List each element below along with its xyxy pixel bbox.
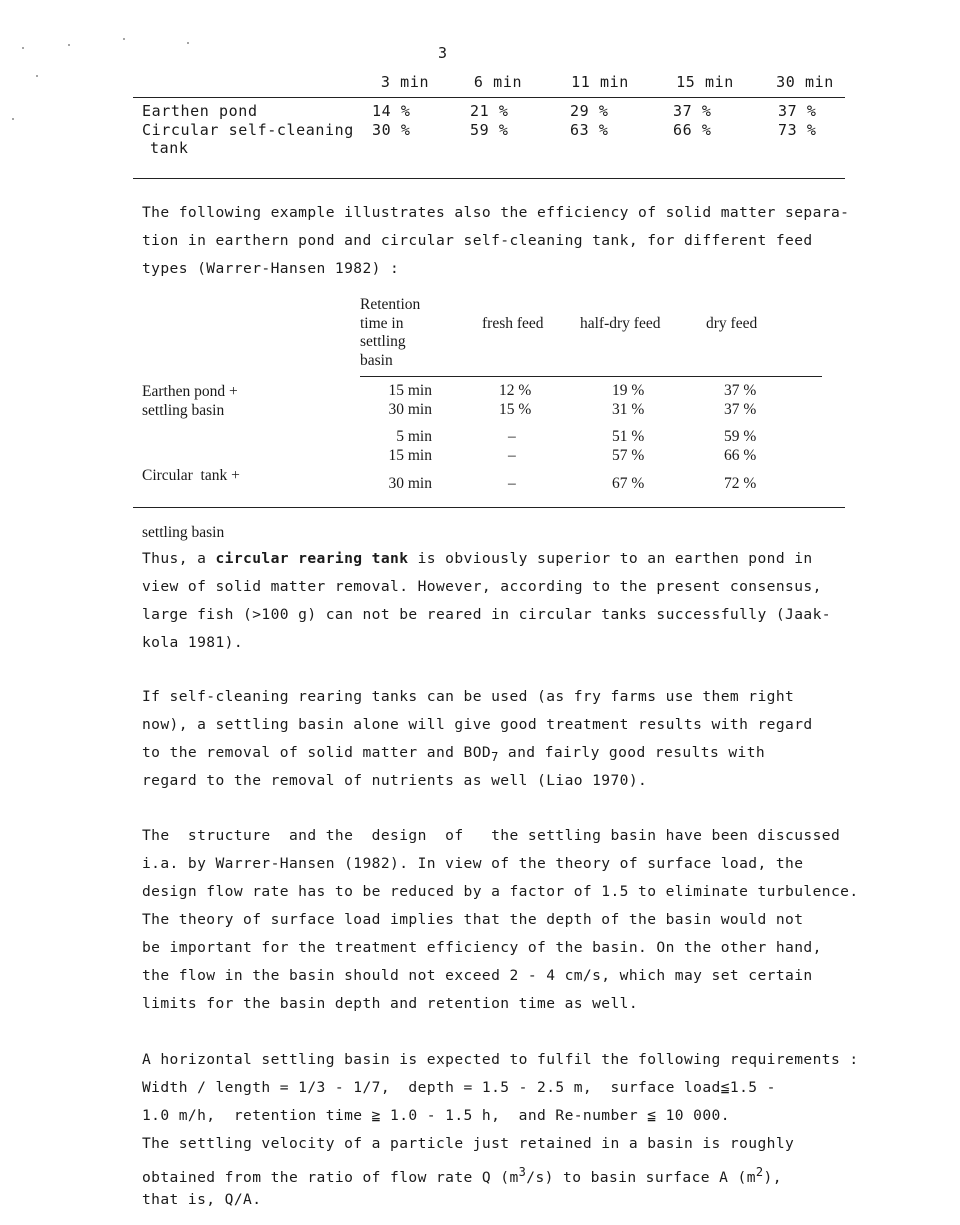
- paragraph: [142, 545, 882, 657]
- text-line: The structure and the design of the settling basin have been discussed: [142, 827, 841, 844]
- dry-value: 37 %: [724, 382, 757, 399]
- intro-paragraph: [142, 199, 882, 283]
- header-rule: [360, 376, 822, 377]
- text-line: view of solid matter removal. However, according to the present consensus,: [142, 578, 822, 595]
- scan-speck: [123, 38, 125, 40]
- scan-speck: [187, 42, 189, 44]
- scan-speck: [12, 118, 14, 120]
- text-line: the flow in the basin should not exceed 2 - 4 cm/s, which may set certain: [142, 967, 813, 984]
- dry-value: 66 %: [724, 447, 757, 464]
- cell: 30 %: [372, 121, 411, 139]
- cell: 37 %: [673, 102, 712, 120]
- emphasis-text: circular rearing tank: [215, 550, 409, 567]
- header-rule: [133, 97, 845, 98]
- cell: 59 %: [470, 121, 509, 139]
- row-label-cont: tank: [150, 139, 189, 157]
- text-line: kola 1981).: [142, 634, 244, 651]
- paragraph: [142, 683, 882, 795]
- column-header: 11 min: [571, 73, 629, 91]
- table-bottom-rule: [133, 178, 845, 179]
- text-line: i.a. by Warrer-Hansen (1982). In view of the theory of surface load, the: [142, 855, 804, 872]
- half-dry-value: 19 %: [612, 382, 645, 399]
- half-dry-value: 67 %: [612, 475, 645, 492]
- half-dry-value: 31 %: [612, 401, 645, 418]
- text-line: The settling velocity of a particle just retained in a basin is roughly: [142, 1135, 795, 1152]
- text-line: to the removal of solid matter and $BOD_7$ and fairly good results with: [142, 744, 766, 764]
- cell: 29 %: [570, 102, 609, 120]
- dry-value: 72 %: [724, 475, 757, 492]
- paragraph: [142, 822, 882, 1018]
- text-line: types (Warrer-Hansen 1982) :: [142, 260, 400, 277]
- half-dry-value: 57 %: [612, 447, 645, 464]
- column-header-fresh: fresh feed: [482, 315, 544, 332]
- fresh-value: 12 %: [499, 382, 532, 399]
- column-header: 3 min: [380, 73, 430, 91]
- dry-value: 59 %: [724, 428, 757, 445]
- retention-time: 30 min: [388, 475, 432, 492]
- scan-speck: [68, 44, 70, 46]
- group-label: Earthen pond + settling basin: [142, 383, 238, 419]
- text-line: The theory of surface load implies that the depth of the basin would not: [142, 911, 804, 928]
- fresh-value: 15 %: [499, 401, 532, 418]
- text-line: now), a settling basin alone will give good treatment results with regard: [142, 716, 813, 733]
- cell: 73 %: [778, 121, 817, 139]
- cell: 14 %: [372, 102, 411, 120]
- text-line: Width / length = 1/3 - 1/7, depth = 1.5 - 2.5 m, surface load≦1.5 -: [142, 1079, 776, 1096]
- retention-time: 5 min: [396, 428, 432, 445]
- column-header: 30 min: [776, 73, 834, 91]
- retention-time: 15 min: [388, 447, 432, 464]
- table-bottom-rule: [133, 507, 845, 508]
- column-header-half-dry: half-dry feed: [580, 315, 661, 332]
- fresh-value: –: [508, 475, 516, 492]
- text-line: limits for the basin depth and retention time as well.: [142, 995, 639, 1012]
- text-line: Thus, a circular rearing tank is obviously superior to an earthen pond in: [142, 550, 813, 567]
- row-label: Earthen pond: [142, 102, 258, 120]
- text-line: A horizontal settling basin is expected to fulfil the following requirements :: [142, 1051, 859, 1068]
- text-line: tion in earthern pond and circular self-cleaning tank, for different feed: [142, 232, 813, 249]
- text-line: design flow rate has to be reduced by a factor of 1.5 to eliminate turbulence.: [142, 883, 859, 900]
- text-line: 1.0 m/h, retention time ≧ 1.0 - 1.5 h, and Re-number ≦ 10 000.: [142, 1107, 730, 1124]
- column-header: 6 min: [473, 73, 523, 91]
- retention-header: Retention time in settling basin: [360, 296, 421, 369]
- column-header: 15 min: [676, 73, 734, 91]
- dry-value: 37 %: [724, 401, 757, 418]
- text-line: be important for the treatment efficiency of the basin. On the other hand,: [142, 939, 822, 956]
- column-header-dry: dry feed: [706, 315, 758, 332]
- text-line: If self-cleaning rearing tanks can be used (as fry farms use them right: [142, 688, 795, 705]
- cell: 63 %: [570, 121, 609, 139]
- scan-speck: [22, 47, 24, 49]
- cell: 21 %: [470, 102, 509, 120]
- text-line: obtained from the ratio of flow rate Q $(m^3/s)$ to basin surface A $(m^2)$,: [142, 1165, 782, 1186]
- retention-time: 30 min: [388, 401, 432, 418]
- half-dry-value: 51 %: [612, 428, 645, 445]
- text-line: The following example illustrates also the efficiency of solid matter separa-: [142, 204, 850, 221]
- row-label: Circular self-cleaning: [142, 121, 354, 139]
- text-line: regard to the removal of nutrients as well (Liao 1970).: [142, 772, 648, 789]
- page-number: 3: [438, 44, 448, 62]
- cell: 37 %: [778, 102, 817, 120]
- cell: 66 %: [673, 121, 712, 139]
- retention-time: 15 min: [388, 382, 432, 399]
- text-line: large fish (>100 g) can not be reared in circular tanks successfully (Jaak-: [142, 606, 831, 623]
- paragraph: [142, 1046, 882, 1214]
- fresh-value: –: [508, 428, 516, 445]
- fresh-value: –: [508, 447, 516, 464]
- group-label: Circular tank + settling basin: [142, 467, 240, 541]
- text-line: that is, Q/A.: [142, 1191, 262, 1208]
- scan-speck: [36, 75, 38, 77]
